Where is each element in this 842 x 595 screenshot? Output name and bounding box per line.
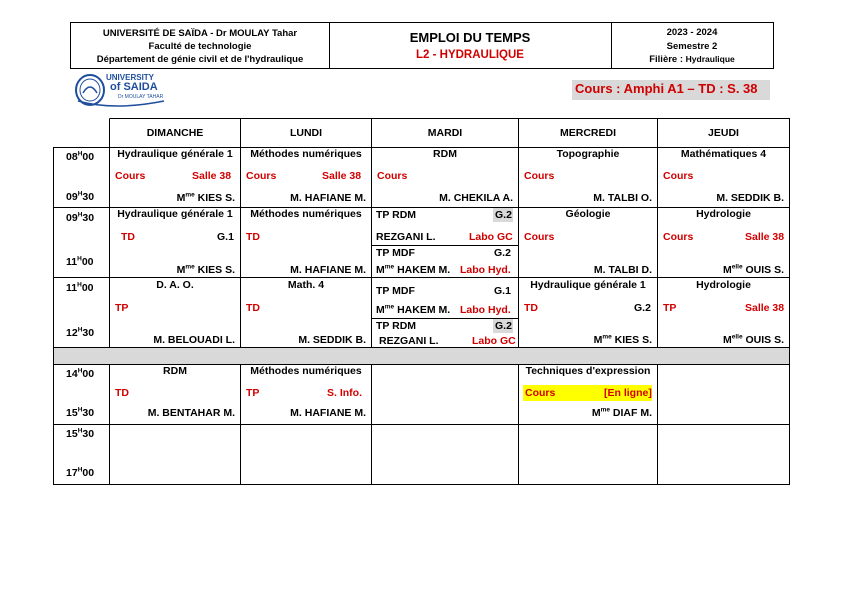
slot4-dim-subject: RDM: [163, 365, 187, 377]
slot2-mar-b-teacher: $M^{me}$ HAKEM M.: [376, 263, 451, 276]
slot4-lun-type: TP: [246, 387, 260, 399]
slot3-mar-a-group: G.1: [494, 285, 511, 297]
slot4-mer-teacher: $M^{me}$ DIAF M.: [591, 406, 652, 419]
university-name: UNIVERSITÉ DE SAÏDA - Dr MOULAY Tahar: [102, 28, 298, 39]
slot2-dim-group: G.1: [217, 231, 234, 243]
time-slot5-end: $17^H00$: [66, 466, 95, 479]
slot1-mer-type: Cours: [524, 170, 555, 182]
slot2-mar-b-subject: TP MDF: [376, 247, 415, 259]
slot3-lun-type: TD: [246, 302, 260, 314]
slot4-mer-type: Cours: [525, 387, 556, 399]
slot4-lun-subject: Méthodes numériques: [250, 365, 362, 377]
slot1-dim-teacher: $M^{me}$ KIES S.: [176, 191, 235, 204]
slot2-mar-a-group: G.2: [495, 209, 512, 221]
slot1-mar-subject: RDM: [433, 148, 457, 160]
slot3-lun-teacher: M. SEDDIK B.: [298, 334, 366, 346]
logo-line3: Dr MOULAY TAHAR: [118, 94, 164, 100]
day-header-mardi: MARDI: [427, 127, 463, 139]
day-header-dimanche: DIMANCHE: [146, 127, 204, 139]
slot1-dim-subject: Hydraulique générale 1: [117, 148, 233, 160]
slot1-mar-teacher: M. CHEKILA A.: [439, 192, 513, 204]
slot2-jeu-teacher: $M^{elle}$ OUIS S.: [722, 263, 784, 276]
slot1-jeu-subject: Mathématiques 4: [680, 148, 767, 160]
time-slot4-start: $14^H00$: [66, 367, 95, 380]
slot3-mer-group: G.2: [634, 302, 651, 314]
logo-line2: of SAIDA: [110, 81, 158, 93]
slot2-jeu-room: Salle 38: [745, 231, 785, 243]
slot1-lun-room: Salle 38: [322, 170, 362, 182]
slot2-mer-subject: Géologie: [565, 208, 611, 220]
slot1-mer-subject: Topographie: [556, 148, 620, 160]
slot2-lun-teacher: M. HAFIANE M.: [290, 264, 366, 276]
class-subtitle: L2 - HYDRAULIQUE: [416, 49, 524, 61]
slot4-mer-subject: Techniques d'expression: [525, 365, 651, 377]
slot2-jeu-subject: Hydrologie: [696, 208, 751, 220]
slot2-dim-type: TD: [121, 231, 135, 243]
slot4-lun-room: S. Info.: [327, 387, 362, 399]
slot3-lun-subject: Math. 4: [287, 279, 325, 291]
time-slot1-end: $09^H30$: [66, 190, 95, 203]
logo-line1: UNIVERSITY: [106, 73, 155, 82]
semester: Semestre 2: [666, 40, 718, 52]
slot3-mar-b-subject: TP RDM: [376, 320, 417, 332]
slot2-mar-a-subject: TP RDM: [376, 209, 417, 221]
time-slot2-end: $11^H00$: [66, 255, 94, 268]
slot2-lun-type: TD: [246, 231, 260, 243]
slot2-mar-a-teacher: REZGANI L.: [376, 231, 436, 243]
slot2-mar-b-group: G.2: [494, 247, 511, 259]
slot2-mer-type: Cours: [524, 231, 555, 243]
filiere: Filière : Hydraulique: [649, 54, 735, 65]
day-header-lundi: LUNDI: [289, 127, 323, 139]
rooms-banner: Cours : Amphi A1 – TD : S. 38: [575, 81, 758, 96]
slot4-mer-room: [En ligne]: [604, 387, 652, 399]
slot1-dim-type: Cours: [115, 170, 146, 182]
slot2-jeu-type: Cours: [663, 231, 694, 243]
slot4-lun-teacher: M. HAFIANE M.: [290, 407, 366, 419]
slot2-mar-b-room: Labo Hyd.: [460, 264, 511, 276]
time-slot3-end: $12^H30$: [66, 326, 95, 339]
slot3-jeu-subject: Hydrologie: [696, 279, 751, 291]
slot2-dim-teacher: $M^{me}$ KIES S.: [176, 263, 235, 276]
day-header-mercredi: MERCREDI: [559, 127, 616, 139]
slot1-lun-type: Cours: [246, 170, 277, 182]
time-slot4-end: $15^H30$: [66, 406, 95, 419]
page-title: EMPLOI DU TEMPS: [409, 30, 531, 45]
day-header-jeudi: JEUDI: [708, 127, 739, 139]
slot1-lun-subject: Méthodes numériques: [250, 148, 362, 160]
slot1-dim-room: Salle 38: [192, 170, 232, 182]
slot3-dim-subject: D. A. O.: [156, 279, 194, 291]
slot4-dim-type: TD: [115, 387, 129, 399]
slot1-jeu-type: Cours: [663, 170, 694, 182]
slot3-mar-a-room: Labo Hyd.: [460, 304, 511, 316]
slot3-mar-b-group: G.2: [495, 320, 512, 332]
department-name: Département de génie civil et de l'hydraulique: [96, 54, 304, 65]
slot2-mar-a-room: Labo GC: [469, 231, 513, 243]
time-slot2-start: $09^H30$: [66, 211, 95, 224]
slot2-mer-teacher: M. TALBI D.: [593, 264, 652, 276]
slot3-mar-b-teacher: REZGANI L.: [379, 335, 439, 347]
slot1-jeu-teacher: M. SEDDIK B.: [716, 192, 784, 204]
time-slot5-start: $15^H30$: [66, 427, 95, 440]
slot3-mer-subject: Hydraulique générale 1: [530, 279, 646, 291]
slot1-mar-type: Cours: [377, 170, 408, 182]
slot1-lun-teacher: M. HAFIANE M.: [290, 192, 366, 204]
slot3-mar-b-room: Labo GC: [472, 335, 516, 347]
faculty-name: Faculté de technologie: [148, 41, 252, 52]
slot3-dim-type: TP: [115, 302, 129, 314]
slot1-mer-teacher: M. TALBI O.: [593, 192, 652, 204]
slot3-jeu-teacher: $M^{elle}$ OUIS S.: [722, 333, 784, 346]
academic-year: 2023 - 2024: [666, 27, 718, 38]
slot3-mer-type: TD: [524, 302, 538, 314]
slot4-dim-teacher: M. BENTAHAR M.: [147, 407, 235, 419]
slot2-lun-subject: Méthodes numériques: [250, 208, 362, 220]
slot3-jeu-room: Salle 38: [745, 302, 785, 314]
slot3-jeu-type: TP: [663, 302, 677, 314]
slot3-mer-teacher: $M^{me}$ KIES S.: [593, 333, 652, 346]
time-slot3-start: $11^H00$: [66, 281, 94, 294]
slot3-mar-a-teacher: $M^{me}$ HAKEM M.: [376, 303, 451, 316]
slot3-dim-teacher: M. BELOUADI L.: [153, 334, 235, 346]
slot3-mar-a-subject: TP MDF: [376, 285, 415, 297]
slot2-dim-subject: Hydraulique générale 1: [117, 208, 233, 220]
time-slot1-start: $08^H00$: [66, 150, 95, 163]
